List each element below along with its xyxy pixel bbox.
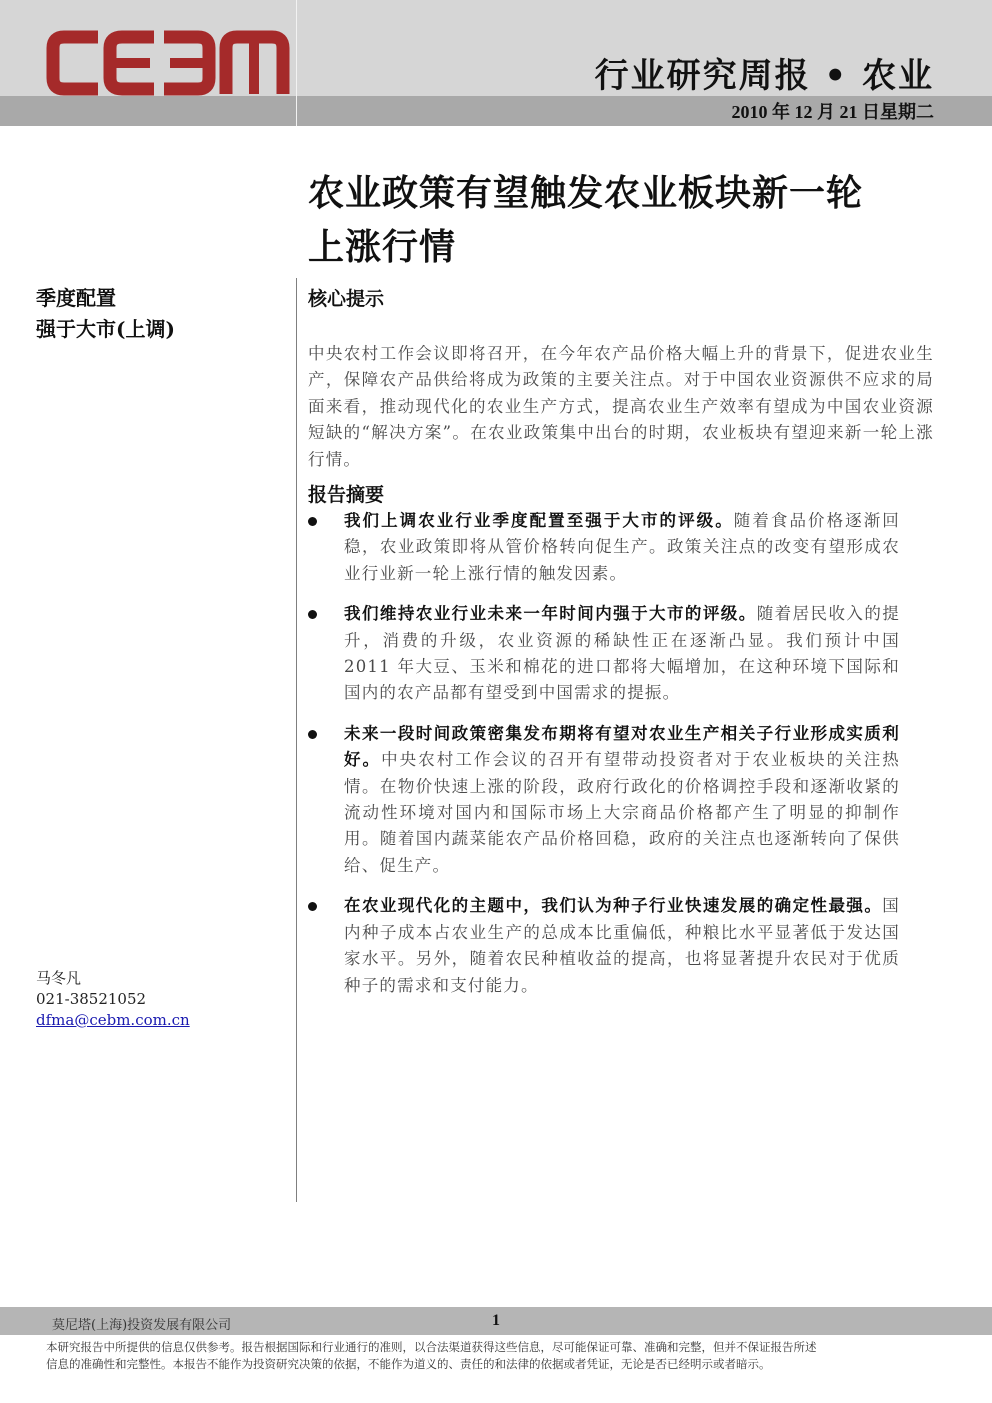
cebm-logo (46, 30, 290, 96)
document-title-line2: 上涨行情 (308, 226, 457, 268)
report-type-title: 行业研究周报 • 农业 (594, 56, 934, 96)
document-title (308, 166, 958, 274)
bullet-lead: 未来一段时间政策密集发布期将有望对农业生产相关子行业形成实质利好。 (344, 723, 900, 770)
bullet-dot-icon (308, 517, 317, 526)
summary-bullet (308, 721, 900, 879)
summary-bullet (308, 601, 900, 707)
analyst-name: 马冬凡 (36, 969, 82, 987)
disclaimer-line1: 本研究报告中所提供的信息仅供参考。报告根据国际和行业通行的准则，以合法渠道获得这些信息，尽可能保证可靠、准确和完整，但并不保证报告所述 (46, 1340, 817, 1354)
footer-company-name: 莫尼塔(上海)投资发展有限公司 (52, 1318, 232, 1333)
footer-disclaimer (46, 1339, 946, 1373)
bullet-text: 国内种子成本占农业生产的总成本比重偏低，种粮比水平显著低于发达国家水平。另外，随着农民种植收益的提高，也将显著提升农民对于优质种子的需求和支付能力。 (344, 896, 900, 995)
page-number: 1 (492, 1312, 500, 1329)
bullet-text: 中央农村工作会议的召开有望带动投资者对于农业板块的关注热情。在物价快速上涨的阶段，政府行政化的价格调控手段和逐渐收紧的流动性环境对国内和国际市场上大宗商品价格都产生了明显的抑制作用。随着国内蔬菜能农产品价格回稳，政府的关注点也逐渐转向了保供给、促生产。 (344, 750, 900, 875)
rating-value: 强于大市(上调) (36, 317, 175, 341)
bullet-text: 随着食品价格逐渐回稳，农业政策即将从管价格转向促生产。政策关注点的改变有望形成农业行业新一轮上涨行情的触发因素。 (344, 511, 900, 583)
report-date: 2010 年 12 月 21 日星期二 (731, 102, 934, 122)
bullet-lead: 在农业现代化的主题中，我们认为种子行业快速发展的确定性最强。 (344, 896, 883, 916)
summary-heading: 报告摘要 (308, 484, 385, 506)
bullet-lead: 我们维持农业行业未来一年时间内强于大市的评级。 (344, 604, 757, 624)
summary-bullet-list (308, 508, 900, 1013)
disclaimer-line2: 信息的准确性和完整性。本报告不能作为投资研究决策的依据，不能作为道义的、责任的和法律的依据或者凭证，无论是否已经明示或者暗示。 (46, 1357, 771, 1371)
column-divider (296, 278, 297, 1202)
analyst-info (36, 968, 190, 1031)
bullet-dot-icon (308, 730, 317, 739)
analyst-phone: 021-38521052 (36, 990, 147, 1008)
core-text: 中央农村工作会议即将召开，在今年农产品价格大幅上升的背景下，促进农业生产，保障农产品供给将成为政策的主要关注点。对于中国农业资源供不应求的局面来看，推动现代化的农业生产方式，提高农业生产效率有望成为中国农业资源短缺的“解决方案”。在农业政策集中出台的时期，农业板块有望迎来新一轮上涨行情。 (308, 344, 934, 469)
document-title-line1: 农业政策有望触发农业板块新一轮 (308, 172, 864, 214)
bullet-dot-icon (308, 902, 317, 911)
summary-bullet (308, 508, 900, 587)
bullet-text: 随着居民收入的提升，消费的升级，农业资源的稀缺性正在逐渐凸显。我们预计中国 2011 年大豆、玉米和棉花的进口都将大幅增加，在这种环境下国际和国内的农产品都有望受到中国需求的提振。 (344, 604, 900, 703)
summary-bullet (308, 893, 900, 999)
bullet-lead: 我们上调农业行业季度配置至强于大市的评级。 (344, 511, 734, 530)
core-heading: 核心提示 (308, 288, 385, 310)
header-divider (296, 0, 297, 126)
rating-label: 季度配置 (36, 286, 116, 310)
analyst-email-link[interactable]: dfma@cebm.com.cn (36, 1011, 190, 1029)
bullet-dot-icon (308, 610, 317, 619)
